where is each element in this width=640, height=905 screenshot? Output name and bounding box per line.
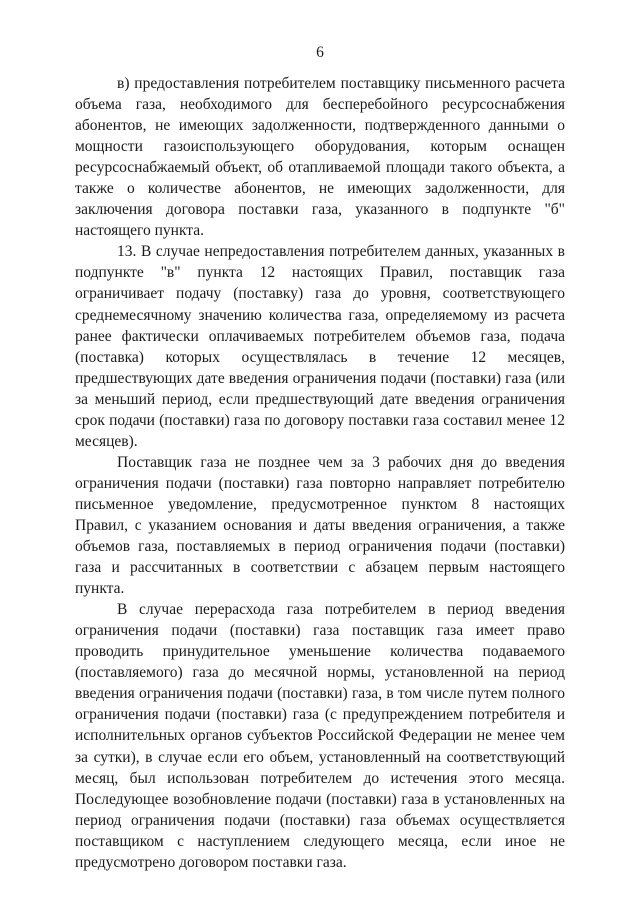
paragraph-supplier-notice: Поставщик газа не позднее чем за 3 рабочих дня до введения ограничения подачи (поставки) газа повторно направляет потребителю письменное уведомление, предусмотренное пунктом 8 настоящих Правил, с указанием основания и даты введения ограничения, а также объемов газа, поставляемых в период ограничения подачи (поставки) газа и рассчитанных в соответствии с абзацем первым настоящего пункта.	[75, 453, 565, 598]
paragraph-item-13: 13. В случае непредоставления потребителем данных, указанных в подпункте "в" пункта 12 настоящих Правил, поставщик газа ограничивает подачу (поставку) газа до уровня, соответствующего среднемесячному значению количества газа, определяемому из расчета ранее фактически оплачиваемых потребителем объемов газа, подача (поставка) которых осуществлялась в течение 12 месяцев, предшествующих дате введения ограничения подачи (поставки) газа (или за меньший период, если предшествующий дате введения ограничения срок подачи (поставки) газа по договору поставки газа составил менее 12 месяцев).	[75, 243, 565, 450]
document-body	[75, 73, 565, 873]
paragraph-overconsumption: В случае перерасхода газа потребителем в период введения ограничения подачи (поставки) газа поставщик газа имеет право проводить принудительное уменьшение количества подаваемого (поставляемого) газа до месячной нормы, установленной на период введения ограничения подачи (поставки) газа, в том числе путем полного ограничения подачи (поставки) газа (с предупреждением потребителя и исполнительных органов субъектов Российской Федерации не менее чем за сутки), в случае если его объем, установленный на соответствующий месяц, был использован потребителем до истечения этого месяца. Последующее возобновление подачи (поставки) газа в установленных на период ограничения подачи (поставки) газа объемах осуществляется поставщиком с наступлением следующего месяца, если иное не предусмотрено договором поставки газа.	[75, 601, 565, 871]
page-number: 6	[316, 44, 324, 61]
paragraph-subitem-v: в) предоставления потребителем поставщику письменного расчета объема газа, необходимого для бесперебойного ресурсоснабжения абонентов, не имеющих задолженности, подтвержденного данными о мощности газоиспользующего оборудования, которым оснащен ресурсоснабжаемый объект, об отапливаемой площади такого объекта, а также о количестве абонентов, не имеющих задолженности, для заключения договора поставки газа, указанного в подпункте "б" настоящего пункта.	[75, 75, 565, 240]
